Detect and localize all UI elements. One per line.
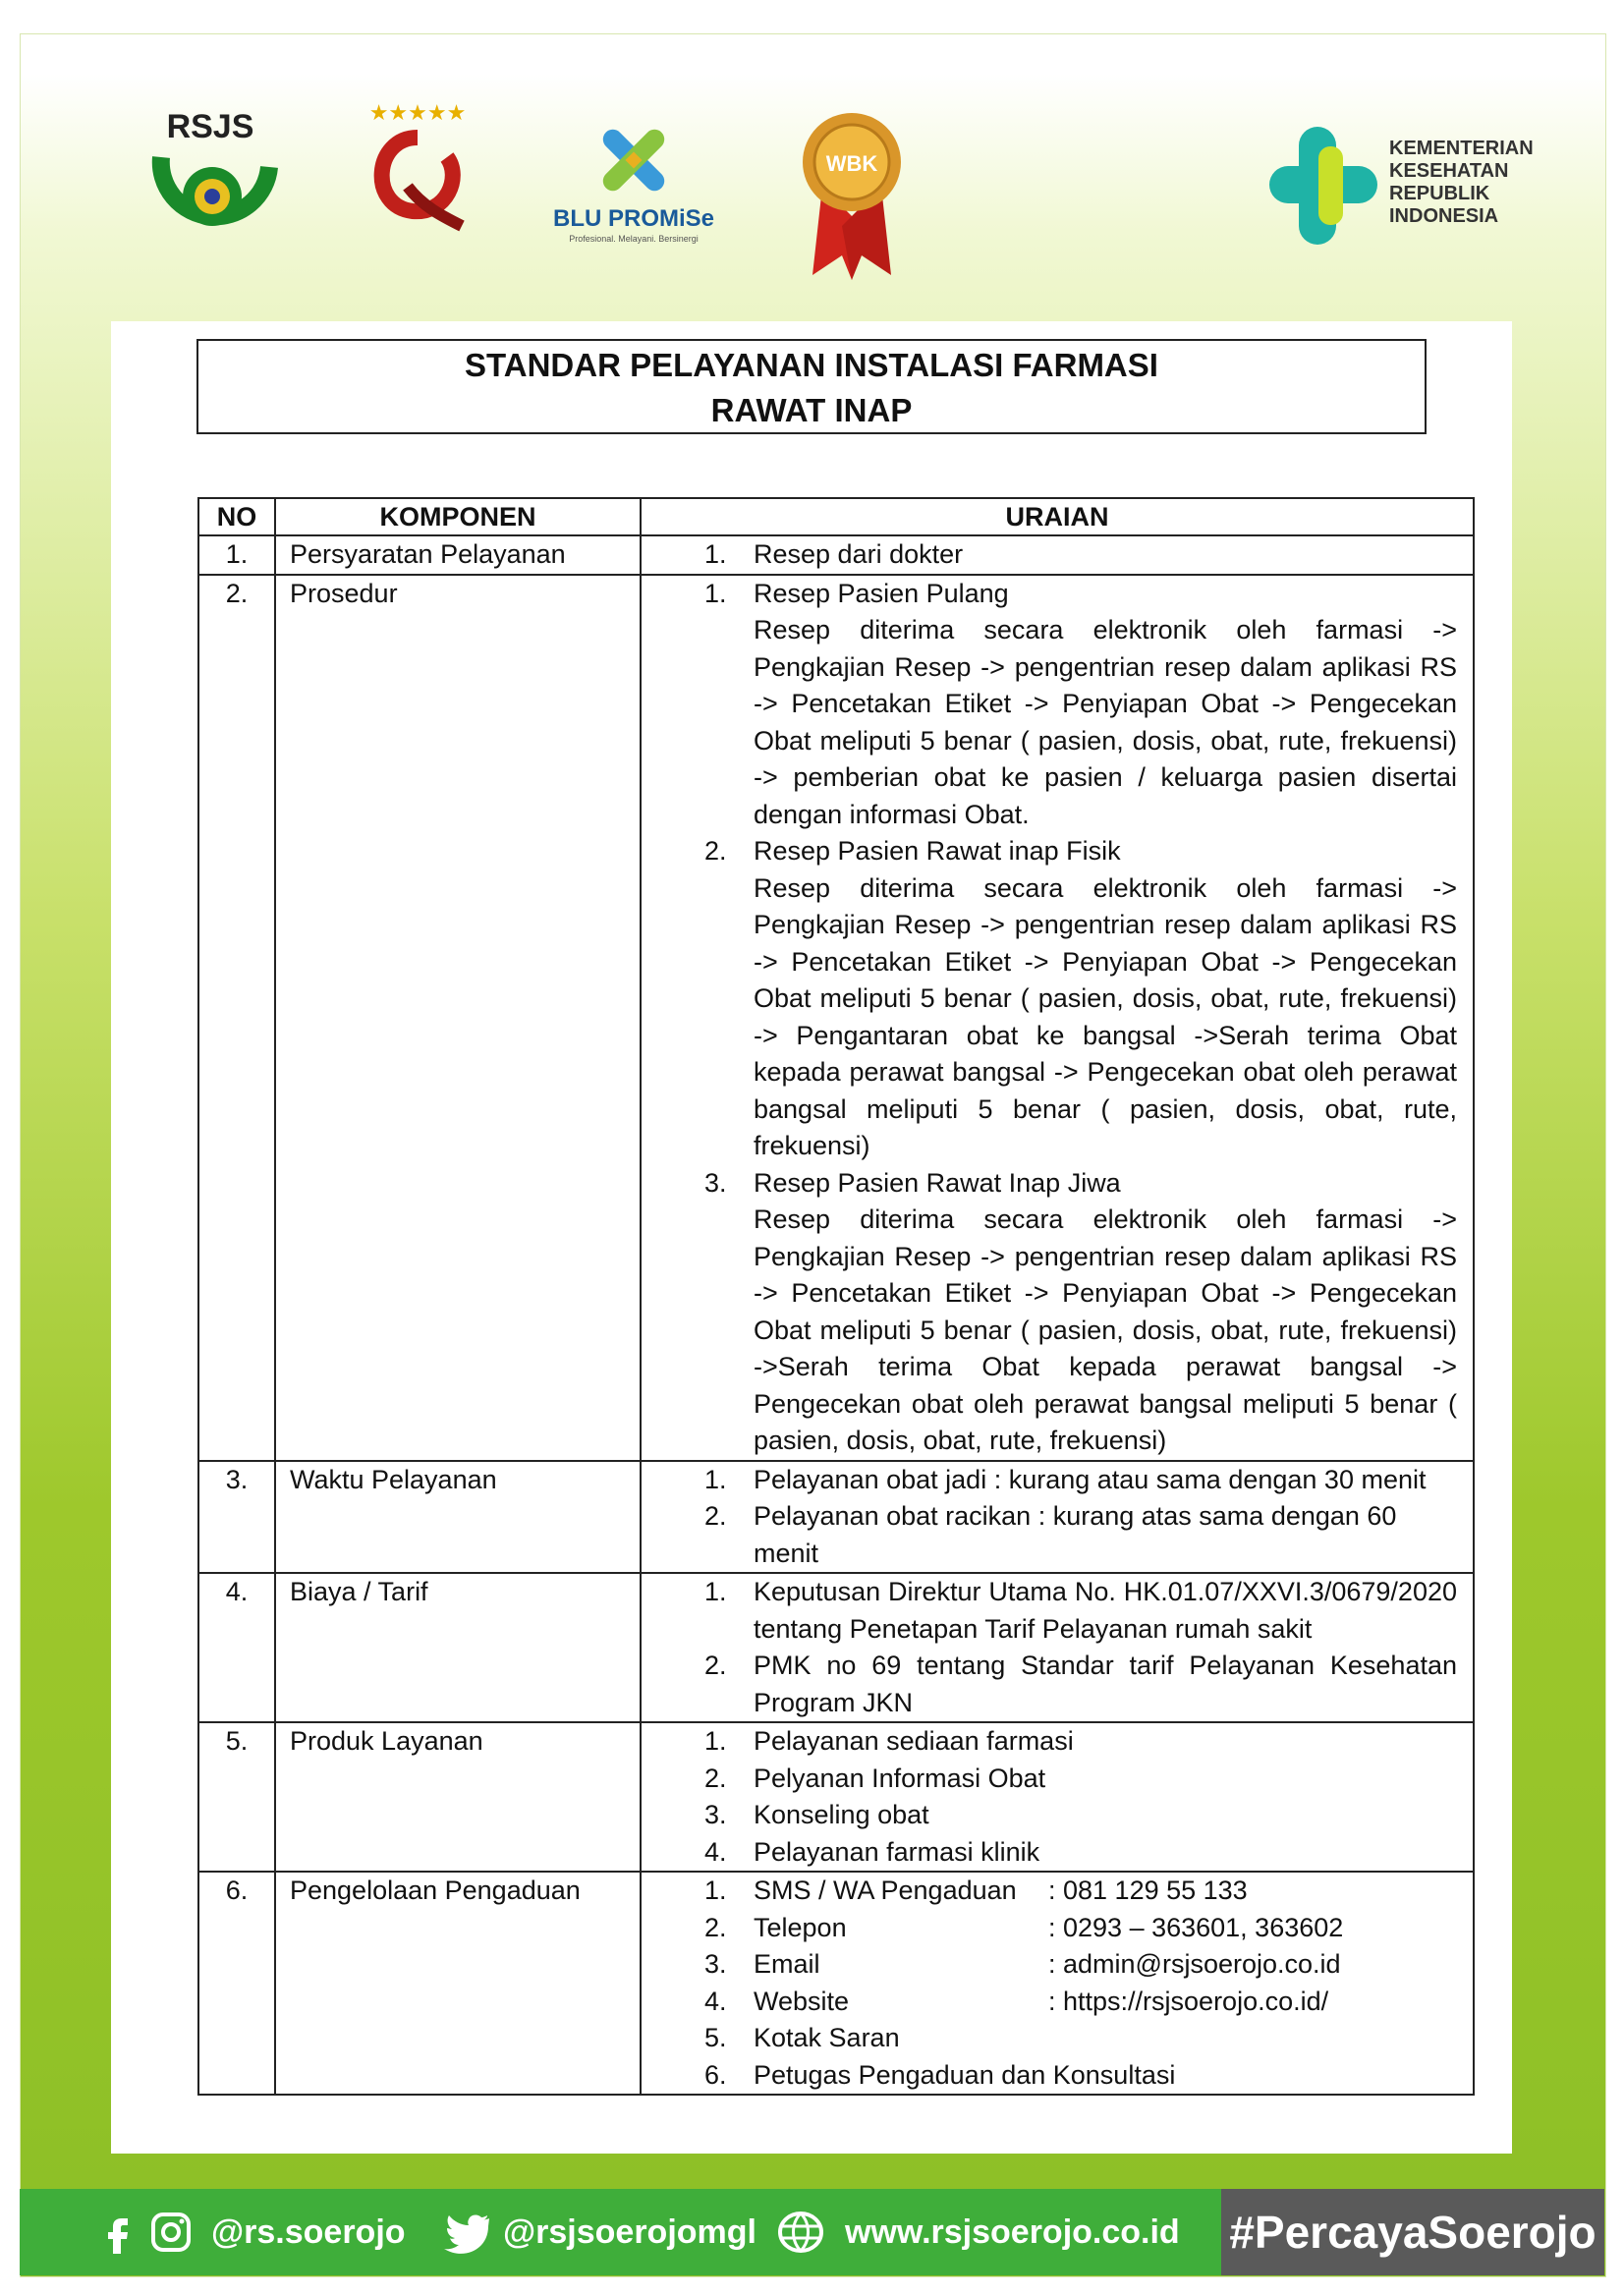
list-item (642, 1797, 1457, 1834)
list-item (642, 1984, 1457, 2021)
row-no: 5. (198, 1722, 275, 1872)
list-item (642, 833, 1457, 1165)
item-number: 3. (704, 1949, 727, 1979)
header-no: NO (198, 498, 275, 535)
table-header-row (198, 498, 1474, 535)
row-uraian (641, 1573, 1474, 1722)
contact-value: : 081 129 55 133 (1048, 1876, 1248, 1905)
item-number: 1. (704, 1726, 727, 1756)
item-number: 2. (704, 1651, 727, 1680)
item-title: Resep Pasien Rawat Inap Jiwa (754, 1167, 1121, 1198)
row-uraian (641, 575, 1474, 1461)
item-number: 4. (704, 1986, 727, 2016)
item-number: 2. (704, 836, 727, 866)
item-text: Pelayanan obat racikan : kurang atas sama dengan 60 menit (754, 1501, 1397, 1568)
item-text: PMK no 69 tentang Standar tarif Pelayanan Kesehatan Program JKN (754, 1651, 1457, 1717)
row-uraian (641, 1872, 1474, 2095)
kemenkes-line-2: KESEHATAN (1389, 160, 1509, 182)
row-uraian (641, 1722, 1474, 1872)
table-row (198, 1573, 1474, 1722)
header-komponen: KOMPONEN (275, 498, 641, 535)
table-row (198, 575, 1474, 1461)
item-detail: Resep diterima secara elektronik oleh farmasi -> Pengkajian Resep -> pengentrian resep dalam aplikasi RS -> Pencetakan Etiket -> Penyiapan Obat -> Pengecekan Obat meliputi 5 benar ( pasien, dosis, obat, rute, frekuensi) -> pemberian obat ke pasien / keluarga pasien disertai dengan informasi Obat. (754, 615, 1457, 829)
blu-promise-logo (550, 116, 717, 249)
item-number: 1. (704, 1876, 727, 1905)
list-item (642, 2020, 1457, 2057)
item-detail: Resep diterima secara elektronik oleh farmasi -> Pengkajian Resep -> pengentrian resep dalam aplikasi RS -> Pencetakan Etiket -> Penyiapan Obat -> Pengecekan Obat meliputi 5 benar ( pasien, dosis, obat, rute, frekuensi) -> Pengantaran obat ke bangsal ->Serah terima Obat kepada perawat bangsal -> Pengecekan obat oleh perawat bangsal meliputi 5 benar ( pasien, dosis, obat, rute, frekuensi) (754, 872, 1457, 1160)
list-item (642, 1834, 1457, 1872)
list-item (642, 1462, 1457, 1499)
list-item (642, 1648, 1457, 1721)
list-item (642, 2057, 1457, 2095)
item-number: 1. (704, 539, 727, 569)
list-item (642, 536, 1457, 574)
table-row (198, 535, 1474, 575)
row-no: 6. (198, 1872, 275, 2095)
item-text: Pelayanan sediaan farmasi (754, 1726, 1074, 1756)
wbk-text: WBK (825, 151, 878, 176)
row-komponen: Pengelolaan Pengaduan (275, 1872, 641, 2095)
instagram-handle[interactable]: @rs.soerojo (211, 2213, 406, 2251)
list-item (642, 1946, 1457, 1984)
contact-label: Telepon (754, 1912, 847, 1942)
twitter-handle[interactable]: @rsjsoerojomgl (503, 2213, 756, 2251)
twitter-icon[interactable] (442, 2211, 491, 2254)
facebook-icon[interactable] (96, 2211, 140, 2254)
service-standard-table (197, 497, 1475, 2096)
wbk-logo (798, 108, 906, 280)
item-number: 1. (704, 1577, 727, 1606)
row-no: 1. (198, 535, 275, 575)
header-uraian: URAIAN (641, 498, 1474, 535)
svg-text:★★★★★: ★★★★★ (368, 100, 467, 125)
item-number: 5. (704, 2023, 727, 2052)
item-text: Pelyanan Informasi Obat (754, 1763, 1046, 1793)
row-komponen: Prosedur (275, 575, 641, 1461)
item-number: 3. (704, 1167, 727, 1198)
list-item (642, 1574, 1457, 1648)
item-number: 1. (704, 1464, 727, 1494)
item-number: 2. (704, 1912, 727, 1942)
list-item (642, 1761, 1457, 1798)
row-no: 3. (198, 1461, 275, 1574)
hashtag: #PercayaSoerojo (1221, 2189, 1604, 2275)
blu-promise-text: BLU PROMiSe (552, 205, 715, 232)
row-komponen: Waktu Pelayanan (275, 1461, 641, 1574)
rsjs-logo-text: RSJS (166, 108, 254, 145)
list-item (642, 576, 1457, 834)
globe-icon[interactable] (776, 2211, 825, 2254)
item-number: 2. (704, 1763, 727, 1793)
row-komponen: Produk Layanan (275, 1722, 641, 1872)
row-komponen: Persyaratan Pelayanan (275, 535, 641, 575)
document-title (196, 339, 1427, 434)
kemenkes-logo (1269, 122, 1554, 250)
item-detail: Resep diterima secara elektronik oleh farmasi -> Pengkajian Resep -> pengentrian resep dalam aplikasi RS -> Pencetakan Etiket -> Penyiapan Obat -> Pengecekan Obat meliputi 5 benar ( pasien, dosis, obat, rute, frekuensi) ->Serah terima Obat kepada perawat bangsal -> Pengecekan obat oleh perawat bangsal meliputi 5 benar ( pasien, dosis, obat, rute, frekuensi) (754, 1204, 1457, 1455)
item-text: Pelayanan farmasi klinik (754, 1836, 1040, 1867)
item-title: Resep Pasien Rawat inap Fisik (754, 836, 1121, 866)
footer-bar (20, 2189, 1604, 2275)
item-number: 6. (704, 2059, 727, 2090)
item-number: 2. (704, 1501, 727, 1531)
kemenkes-line-4: INDONESIA (1389, 205, 1499, 227)
table-row (198, 1872, 1474, 2095)
item-text: Pelayanan obat jadi : kurang atau sama dengan 30 menit (754, 1464, 1427, 1494)
item-text: Konseling obat (754, 1800, 929, 1829)
list-item (642, 1910, 1457, 1947)
item-text: Petugas Pengaduan dan Konsultasi (754, 2059, 1176, 2090)
instagram-icon[interactable] (149, 2211, 193, 2254)
blu-promise-tagline: Profesional. Melayani. Bersinergi (569, 234, 699, 244)
item-number: 3. (704, 1800, 727, 1829)
kemenkes-line-1: KEMENTERIAN (1389, 138, 1534, 159)
title-line-1: STANDAR PELAYANAN INSTALASI FARMASI (465, 347, 1158, 383)
item-text: Kotak Saran (754, 2023, 900, 2052)
row-no: 2. (198, 575, 275, 1461)
row-komponen: Biaya / Tarif (275, 1573, 641, 1722)
accreditation-logo (354, 98, 481, 236)
table-row (198, 1461, 1474, 1574)
contact-label: Email (754, 1949, 820, 1979)
contact-value: : 0293 – 363601, 363602 (1048, 1912, 1344, 1942)
row-no: 4. (198, 1573, 275, 1722)
item-text: Keputusan Direktur Utama No. HK.01.07/XXVI.3/0679/2020 tentang Penetapan Tarif Pelayanan rumah sakit (754, 1577, 1457, 1644)
list-item (642, 1165, 1457, 1460)
list-item (642, 1498, 1457, 1572)
title-line-2: RAWAT INAP (710, 392, 913, 428)
item-text: Resep dari dokter (754, 539, 964, 569)
email-link[interactable]: : admin@rsjsoerojo.co.id (1048, 1949, 1341, 1979)
logo-header (0, 0, 1624, 314)
list-item (642, 1723, 1457, 1761)
website-url[interactable]: www.rsjsoerojo.co.id (845, 2213, 1180, 2251)
rsjs-logo (122, 98, 299, 275)
table-row (198, 1722, 1474, 1872)
row-uraian (641, 1461, 1474, 1574)
item-number: 1. (704, 578, 727, 608)
kemenkes-line-3: REPUBLIK (1389, 183, 1490, 204)
item-title: Resep Pasien Pulang (754, 578, 1009, 608)
contact-label: Website (754, 1986, 850, 2016)
row-uraian (641, 535, 1474, 575)
website-link[interactable]: : https://rsjsoerojo.co.id/ (1048, 1986, 1329, 2016)
contact-label: SMS / WA Pengaduan (754, 1876, 1017, 1905)
item-number: 4. (704, 1836, 727, 1867)
list-item (642, 1873, 1457, 1910)
